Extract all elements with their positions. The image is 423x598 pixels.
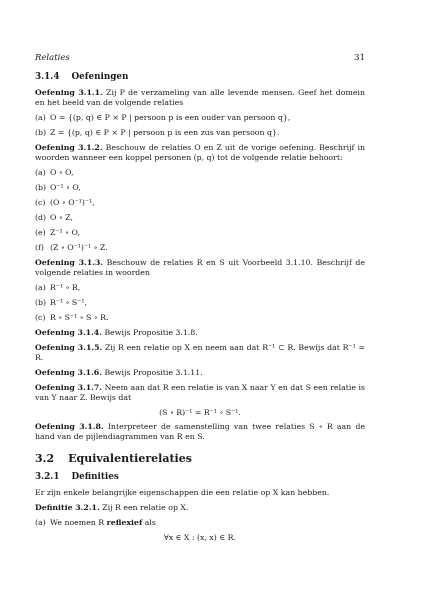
chapter-title: Relaties: [35, 53, 70, 63]
definition-3-2-1: Definitie 3.2.1. Zij R een relatie op X.: [35, 503, 189, 512]
display-formula: ∀x ∈ X : (x, x) ∈ R.: [164, 533, 236, 542]
list-item: (a) O ∘ O,: [35, 168, 74, 177]
exercise-3-1-5: Oefening 3.1.5. Zij R een relatie op X en neem aan dat R⁻¹ ⊂ R. Bewijs dat R⁻¹ = R.: [35, 343, 365, 362]
display-formula: (S ∘ R)⁻¹ = R⁻¹ ∘ S⁻¹.: [159, 408, 241, 417]
list-item: (e) Z⁻¹ ∘ O,: [35, 228, 80, 237]
running-header: [35, 53, 365, 63]
exercise-3-1-2: Oefening 3.1.2. Beschouw de relaties O en Z uit de vorige oefening. Beschrijf in woorden wanneer een koppel personen (p, q) tot de volgende relatie behoort:: [35, 143, 366, 162]
exercise-3-1-3: Oefening 3.1.3. Beschouw de relaties R en S uit Voorbeeld 3.1.10. Beschrijf de volgende relaties in woorden: [35, 258, 365, 277]
exercise-3-1-8: Oefening 3.1.8. Interpreteer de samenstelling van twee relaties S ∘ R aan de hand van de pijlendiagrammen van R en S.: [35, 422, 365, 441]
exercise-3-1-6: Oefening 3.1.6. Bewijs Propositie 3.1.11.: [35, 368, 203, 377]
exercise-3-1-7: Oefening 3.1.7. Neem aan dat R een relatie is van X naar Y en dat S een relatie is van Y naar Z. Bewijs dat: [35, 383, 366, 402]
page-content: [35, 72, 365, 547]
subsection-heading: 3.1.4 Oefeningen: [35, 72, 129, 82]
list-item: (f) (Z ∘ O⁻¹)⁻¹ ∘ Z.: [35, 243, 108, 252]
subsection-heading: 3.2.1 Definities: [35, 472, 119, 482]
list-item: (b) Z = {(p, q) ∈ P × P | persoon p is een zus van persoon q}.: [35, 128, 280, 137]
list-item: (a) We noemen R reflexief als: [35, 518, 156, 527]
exercise-3-1-4: Oefening 3.1.4. Bewijs Propositie 3.1.8.: [35, 328, 198, 337]
list-item: (d) O ∘ Z,: [35, 213, 73, 222]
list-item: (c) (O ∘ O⁻¹)⁻¹,: [35, 198, 95, 207]
section-heading: 3.2 Equivalentierelaties: [35, 452, 192, 465]
list-item: (b) R⁻¹ ∘ S⁻¹,: [35, 298, 87, 307]
list-item: (c) R ∘ S⁻¹ ∘ S ∘ R.: [35, 313, 109, 322]
intro-paragraph: Er zijn enkele belangrijke eigenschappen die een relatie op X kan hebben.: [35, 488, 330, 497]
list-item: (a) R⁻¹ ∘ R,: [35, 283, 81, 292]
list-item: (a) O = {(p, q) ∈ P × P | persoon p is een ouder van persoon q},: [35, 113, 291, 122]
exercise-3-1-1: Oefening 3.1.1. Zij P de verzameling van alle levende mensen. Geef het domein en het beeld van de volgende relaties: [35, 88, 366, 107]
page-number: 31: [354, 53, 365, 63]
list-item: (b) O⁻¹ ∘ O,: [35, 183, 81, 192]
